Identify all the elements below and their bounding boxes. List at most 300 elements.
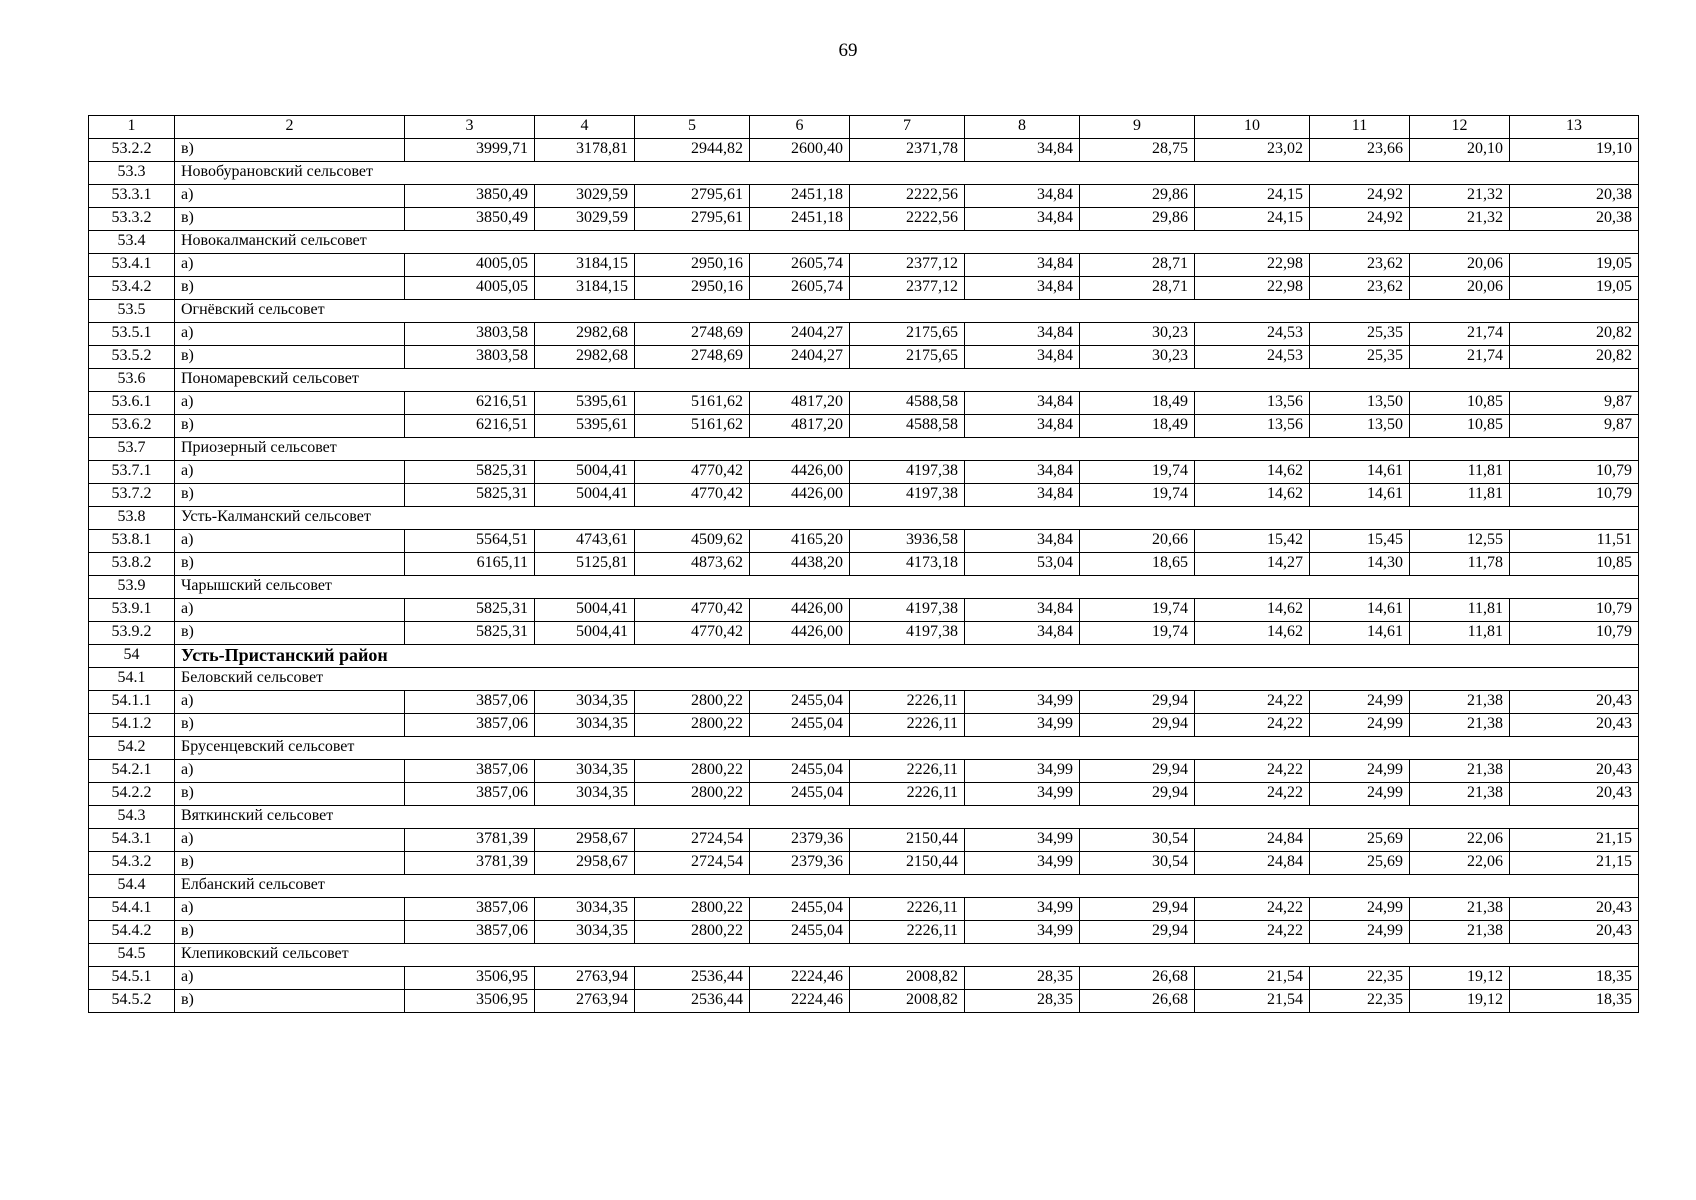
table-cell: 2404,27	[750, 346, 850, 369]
row-code: 53.9	[89, 576, 175, 599]
table-cell: 5825,31	[405, 622, 535, 645]
column-header: 10	[1195, 116, 1310, 139]
table-cell: 4426,00	[750, 622, 850, 645]
table-cell: 2724,54	[635, 852, 750, 875]
table-cell: 21,38	[1410, 921, 1510, 944]
table-cell: 24,99	[1310, 898, 1410, 921]
table-cell: 25,69	[1310, 852, 1410, 875]
table-cell: 3803,58	[405, 323, 535, 346]
table-cell: 2455,04	[750, 714, 850, 737]
row-code: 53.5.2	[89, 346, 175, 369]
row-code: 53.3.2	[89, 208, 175, 231]
table-cell: 30,23	[1080, 346, 1195, 369]
table-cell: 2800,22	[635, 898, 750, 921]
table-cell: 13,56	[1195, 392, 1310, 415]
section-name: Новокалманский сельсовет	[175, 231, 1639, 254]
section-name: Вяткинский сельсовет	[175, 806, 1639, 829]
table-cell: 30,23	[1080, 323, 1195, 346]
table-cell: 4770,42	[635, 599, 750, 622]
section-name: Беловский сельсовет	[175, 668, 1639, 691]
table-cell: 2958,67	[535, 852, 635, 875]
table-cell: 4426,00	[750, 599, 850, 622]
table-cell: 19,74	[1080, 622, 1195, 645]
section-row	[89, 875, 1639, 898]
row-code: 53.6.1	[89, 392, 175, 415]
row-code: 54.2	[89, 737, 175, 760]
table-cell: 21,54	[1195, 990, 1310, 1013]
table-cell: 3034,35	[535, 760, 635, 783]
table-row	[89, 277, 1639, 300]
table-cell: 11,51	[1510, 530, 1639, 553]
table-cell: 10,79	[1510, 461, 1639, 484]
table-cell: 6165,11	[405, 553, 535, 576]
table-cell: 4770,42	[635, 484, 750, 507]
row-label: в)	[175, 783, 405, 806]
column-header: 13	[1510, 116, 1639, 139]
table-cell: 2226,11	[850, 898, 965, 921]
table-cell: 24,53	[1195, 346, 1310, 369]
table-cell: 3034,35	[535, 921, 635, 944]
table-cell: 18,35	[1510, 967, 1639, 990]
table-cell: 5825,31	[405, 599, 535, 622]
table-cell: 24,22	[1195, 898, 1310, 921]
table-cell: 24,15	[1195, 185, 1310, 208]
table-cell: 34,99	[965, 714, 1080, 737]
table-cell: 3857,06	[405, 691, 535, 714]
table-row	[89, 622, 1639, 645]
table-cell: 18,35	[1510, 990, 1639, 1013]
table-cell: 3936,58	[850, 530, 965, 553]
table-cell: 24,92	[1310, 208, 1410, 231]
table-cell: 6216,51	[405, 392, 535, 415]
table-cell: 28,35	[965, 990, 1080, 1013]
column-header: 4	[535, 116, 635, 139]
row-label: а)	[175, 691, 405, 714]
table-cell: 2226,11	[850, 783, 965, 806]
table-cell: 4005,05	[405, 277, 535, 300]
table-cell: 2605,74	[750, 254, 850, 277]
table-cell: 23,62	[1310, 277, 1410, 300]
table-cell: 19,05	[1510, 277, 1639, 300]
row-label: в)	[175, 714, 405, 737]
table-cell: 29,94	[1080, 691, 1195, 714]
table-cell: 2455,04	[750, 691, 850, 714]
table-cell: 2763,94	[535, 967, 635, 990]
table-cell: 34,99	[965, 898, 1080, 921]
row-label: а)	[175, 760, 405, 783]
table-cell: 2950,16	[635, 254, 750, 277]
table-cell: 4770,42	[635, 622, 750, 645]
table-cell: 34,99	[965, 852, 1080, 875]
table-cell: 2800,22	[635, 760, 750, 783]
table-body	[89, 116, 1639, 1013]
table-cell: 34,84	[965, 461, 1080, 484]
table-cell: 14,61	[1310, 599, 1410, 622]
table-cell: 3184,15	[535, 254, 635, 277]
table-row	[89, 530, 1639, 553]
row-code: 53.7	[89, 438, 175, 461]
table-cell: 14,62	[1195, 599, 1310, 622]
table-cell: 34,99	[965, 921, 1080, 944]
table-cell: 11,81	[1410, 622, 1510, 645]
table-cell: 23,02	[1195, 139, 1310, 162]
table-cell: 24,84	[1195, 852, 1310, 875]
row-code: 54.3.1	[89, 829, 175, 852]
table-cell: 18,65	[1080, 553, 1195, 576]
table-cell: 21,38	[1410, 714, 1510, 737]
table-cell: 5825,31	[405, 484, 535, 507]
row-code: 54.5.2	[89, 990, 175, 1013]
table-cell: 4165,20	[750, 530, 850, 553]
table-cell: 2795,61	[635, 208, 750, 231]
table-cell: 2748,69	[635, 346, 750, 369]
row-label: в)	[175, 346, 405, 369]
table-row	[89, 323, 1639, 346]
table-cell: 34,84	[965, 254, 1080, 277]
table-row	[89, 760, 1639, 783]
table-cell: 5161,62	[635, 392, 750, 415]
table-row	[89, 898, 1639, 921]
row-code: 53.3	[89, 162, 175, 185]
section-name: Усть-Калманский сельсовет	[175, 507, 1639, 530]
table-cell: 11,81	[1410, 461, 1510, 484]
table-cell: 2224,46	[750, 967, 850, 990]
table-row	[89, 990, 1639, 1013]
table-cell: 24,22	[1195, 783, 1310, 806]
table-cell: 22,35	[1310, 990, 1410, 1013]
table-cell: 3781,39	[405, 829, 535, 852]
table-cell: 5825,31	[405, 461, 535, 484]
row-code: 54.2.2	[89, 783, 175, 806]
table-row	[89, 691, 1639, 714]
row-code: 54.1.2	[89, 714, 175, 737]
table-cell: 34,84	[965, 346, 1080, 369]
table-cell: 21,15	[1510, 829, 1639, 852]
table-cell: 5161,62	[635, 415, 750, 438]
section-row	[89, 737, 1639, 760]
table-cell: 21,32	[1410, 208, 1510, 231]
table-cell: 21,38	[1410, 691, 1510, 714]
table-cell: 4005,05	[405, 254, 535, 277]
table-cell: 14,27	[1195, 553, 1310, 576]
table-cell: 29,94	[1080, 714, 1195, 737]
table-cell: 14,62	[1195, 484, 1310, 507]
district-row	[89, 645, 1639, 668]
row-label: а)	[175, 392, 405, 415]
section-name: Елбанский сельсовет	[175, 875, 1639, 898]
table-cell: 3506,95	[405, 967, 535, 990]
district-name: Усть-Пристанский район	[175, 645, 1639, 668]
row-code: 53.5	[89, 300, 175, 323]
row-code: 53.6.2	[89, 415, 175, 438]
row-label: в)	[175, 277, 405, 300]
table-cell: 4197,38	[850, 622, 965, 645]
table-cell: 2451,18	[750, 185, 850, 208]
table-cell: 34,84	[965, 277, 1080, 300]
table-cell: 3034,35	[535, 783, 635, 806]
table-cell: 2944,82	[635, 139, 750, 162]
column-header: 8	[965, 116, 1080, 139]
table-cell: 19,05	[1510, 254, 1639, 277]
table-cell: 24,99	[1310, 714, 1410, 737]
table-cell: 19,74	[1080, 599, 1195, 622]
table-cell: 25,35	[1310, 323, 1410, 346]
column-header: 1	[89, 116, 175, 139]
table-cell: 24,22	[1195, 760, 1310, 783]
table-cell: 2451,18	[750, 208, 850, 231]
table-cell: 20,82	[1510, 346, 1639, 369]
table-cell: 21,74	[1410, 346, 1510, 369]
table-cell: 2605,74	[750, 277, 850, 300]
section-row	[89, 806, 1639, 829]
table-cell: 3850,49	[405, 208, 535, 231]
table-row	[89, 415, 1639, 438]
row-label: в)	[175, 415, 405, 438]
table-cell: 13,56	[1195, 415, 1310, 438]
section-name: Брусенцевский сельсовет	[175, 737, 1639, 760]
section-row	[89, 162, 1639, 185]
table-cell: 5395,61	[535, 392, 635, 415]
row-code: 54.1.1	[89, 691, 175, 714]
row-code: 53.8.1	[89, 530, 175, 553]
table-cell: 26,68	[1080, 967, 1195, 990]
column-header: 12	[1410, 116, 1510, 139]
table-cell: 3034,35	[535, 898, 635, 921]
table-cell: 10,85	[1410, 392, 1510, 415]
table-cell: 3184,15	[535, 277, 635, 300]
row-label: в)	[175, 921, 405, 944]
section-name: Пономаревский сельсовет	[175, 369, 1639, 392]
table-cell: 3857,06	[405, 783, 535, 806]
table-cell: 34,99	[965, 760, 1080, 783]
row-code: 53.4.2	[89, 277, 175, 300]
row-code: 54.4.2	[89, 921, 175, 944]
table-cell: 2982,68	[535, 346, 635, 369]
column-header: 5	[635, 116, 750, 139]
row-label: а)	[175, 323, 405, 346]
table-cell: 2800,22	[635, 921, 750, 944]
table-cell: 2536,44	[635, 990, 750, 1013]
table-cell: 2950,16	[635, 277, 750, 300]
section-row	[89, 369, 1639, 392]
table-cell: 4743,61	[535, 530, 635, 553]
table-cell: 21,38	[1410, 760, 1510, 783]
table-cell: 5004,41	[535, 622, 635, 645]
table-row	[89, 254, 1639, 277]
table-cell: 19,12	[1410, 967, 1510, 990]
table-cell: 10,79	[1510, 622, 1639, 645]
table-cell: 2455,04	[750, 898, 850, 921]
table-cell: 29,94	[1080, 783, 1195, 806]
table-cell: 24,99	[1310, 783, 1410, 806]
row-label: в)	[175, 990, 405, 1013]
table-cell: 24,15	[1195, 208, 1310, 231]
table-cell: 34,99	[965, 691, 1080, 714]
table-row	[89, 967, 1639, 990]
table-cell: 4588,58	[850, 415, 965, 438]
table-cell: 3034,35	[535, 691, 635, 714]
table-row	[89, 852, 1639, 875]
table-cell: 5564,51	[405, 530, 535, 553]
table-cell: 19,74	[1080, 484, 1195, 507]
row-label: в)	[175, 852, 405, 875]
table-cell: 29,86	[1080, 208, 1195, 231]
table-cell: 22,06	[1410, 852, 1510, 875]
table-cell: 3029,59	[535, 185, 635, 208]
table-cell: 18,49	[1080, 415, 1195, 438]
table-cell: 4438,20	[750, 553, 850, 576]
table-cell: 3803,58	[405, 346, 535, 369]
row-label: а)	[175, 185, 405, 208]
table-cell: 25,69	[1310, 829, 1410, 852]
table-cell: 4197,38	[850, 599, 965, 622]
section-name: Клепиковский сельсовет	[175, 944, 1639, 967]
row-label: а)	[175, 530, 405, 553]
table-cell: 28,35	[965, 967, 1080, 990]
table-cell: 4197,38	[850, 484, 965, 507]
row-code: 53.8.2	[89, 553, 175, 576]
table-cell: 3857,06	[405, 921, 535, 944]
row-code: 53.8	[89, 507, 175, 530]
table-cell: 20,82	[1510, 323, 1639, 346]
table-cell: 11,78	[1410, 553, 1510, 576]
table-cell: 24,22	[1195, 691, 1310, 714]
row-label: а)	[175, 599, 405, 622]
table-cell: 2763,94	[535, 990, 635, 1013]
table-cell: 4817,20	[750, 392, 850, 415]
row-code: 53.4	[89, 231, 175, 254]
table-cell: 29,94	[1080, 898, 1195, 921]
table-cell: 34,99	[965, 783, 1080, 806]
section-name: Приозерный сельсовет	[175, 438, 1639, 461]
table-cell: 28,75	[1080, 139, 1195, 162]
table-cell: 29,94	[1080, 921, 1195, 944]
table-cell: 4817,20	[750, 415, 850, 438]
table-cell: 29,94	[1080, 760, 1195, 783]
table-cell: 19,12	[1410, 990, 1510, 1013]
column-header: 7	[850, 116, 965, 139]
table-cell: 21,15	[1510, 852, 1639, 875]
table-row	[89, 139, 1639, 162]
table-row	[89, 714, 1639, 737]
table-cell: 2377,12	[850, 277, 965, 300]
table-cell: 34,84	[965, 484, 1080, 507]
table-cell: 4873,62	[635, 553, 750, 576]
table-cell: 24,99	[1310, 691, 1410, 714]
table-cell: 20,06	[1410, 254, 1510, 277]
table-cell: 2175,65	[850, 346, 965, 369]
table-cell: 4588,58	[850, 392, 965, 415]
table-cell: 4509,62	[635, 530, 750, 553]
table-cell: 4426,00	[750, 461, 850, 484]
table-row	[89, 185, 1639, 208]
table-row	[89, 553, 1639, 576]
table-cell: 29,86	[1080, 185, 1195, 208]
table-cell: 20,38	[1510, 208, 1639, 231]
table-cell: 20,10	[1410, 139, 1510, 162]
row-label: а)	[175, 461, 405, 484]
section-row	[89, 231, 1639, 254]
table-cell: 28,71	[1080, 254, 1195, 277]
table-cell: 3857,06	[405, 714, 535, 737]
table-cell: 20,66	[1080, 530, 1195, 553]
table-cell: 2982,68	[535, 323, 635, 346]
table-cell: 5004,41	[535, 461, 635, 484]
row-code: 54.4.1	[89, 898, 175, 921]
table-cell: 22,98	[1195, 254, 1310, 277]
table-cell: 2455,04	[750, 783, 850, 806]
row-label: в)	[175, 208, 405, 231]
section-row	[89, 438, 1639, 461]
table-cell: 3999,71	[405, 139, 535, 162]
table-cell: 2958,67	[535, 829, 635, 852]
table-cell: 22,06	[1410, 829, 1510, 852]
table-cell: 34,84	[965, 415, 1080, 438]
table-cell: 34,84	[965, 530, 1080, 553]
table-cell: 14,62	[1195, 461, 1310, 484]
table-cell: 4197,38	[850, 461, 965, 484]
table-cell: 2224,46	[750, 990, 850, 1013]
table-cell: 2800,22	[635, 714, 750, 737]
row-code: 54.1	[89, 668, 175, 691]
table-cell: 3178,81	[535, 139, 635, 162]
table-cell: 2008,82	[850, 990, 965, 1013]
table-cell: 21,74	[1410, 323, 1510, 346]
table-cell: 5125,81	[535, 553, 635, 576]
section-row	[89, 300, 1639, 323]
section-row	[89, 576, 1639, 599]
table-cell: 24,92	[1310, 185, 1410, 208]
table-cell: 34,84	[965, 208, 1080, 231]
row-code: 53.5.1	[89, 323, 175, 346]
table-row	[89, 783, 1639, 806]
table-cell: 6216,51	[405, 415, 535, 438]
row-code: 54.4	[89, 875, 175, 898]
table-cell: 4770,42	[635, 461, 750, 484]
table-cell: 10,85	[1510, 553, 1639, 576]
row-code: 54.3	[89, 806, 175, 829]
table-cell: 5004,41	[535, 484, 635, 507]
section-name: Чарышский сельсовет	[175, 576, 1639, 599]
section-name: Новобурановский сельсовет	[175, 162, 1639, 185]
row-code: 53.3.1	[89, 185, 175, 208]
section-row	[89, 944, 1639, 967]
table-cell: 3857,06	[405, 898, 535, 921]
table-cell: 34,84	[965, 599, 1080, 622]
table-cell: 24,84	[1195, 829, 1310, 852]
table-cell: 9,87	[1510, 392, 1639, 415]
table-cell: 2008,82	[850, 967, 965, 990]
column-header: 6	[750, 116, 850, 139]
table-cell: 34,84	[965, 139, 1080, 162]
table-cell: 34,84	[965, 185, 1080, 208]
table-row	[89, 346, 1639, 369]
page-number: 69	[838, 40, 858, 61]
table-row	[89, 392, 1639, 415]
table-cell: 26,68	[1080, 990, 1195, 1013]
table-cell: 12,55	[1410, 530, 1510, 553]
table-cell: 2800,22	[635, 691, 750, 714]
table-cell: 30,54	[1080, 852, 1195, 875]
table-cell: 24,53	[1195, 323, 1310, 346]
header-row	[89, 116, 1639, 139]
table-cell: 11,81	[1410, 599, 1510, 622]
row-code: 54.5.1	[89, 967, 175, 990]
table-cell: 2600,40	[750, 139, 850, 162]
table-cell: 14,61	[1310, 622, 1410, 645]
row-code: 53.6	[89, 369, 175, 392]
table-row	[89, 599, 1639, 622]
